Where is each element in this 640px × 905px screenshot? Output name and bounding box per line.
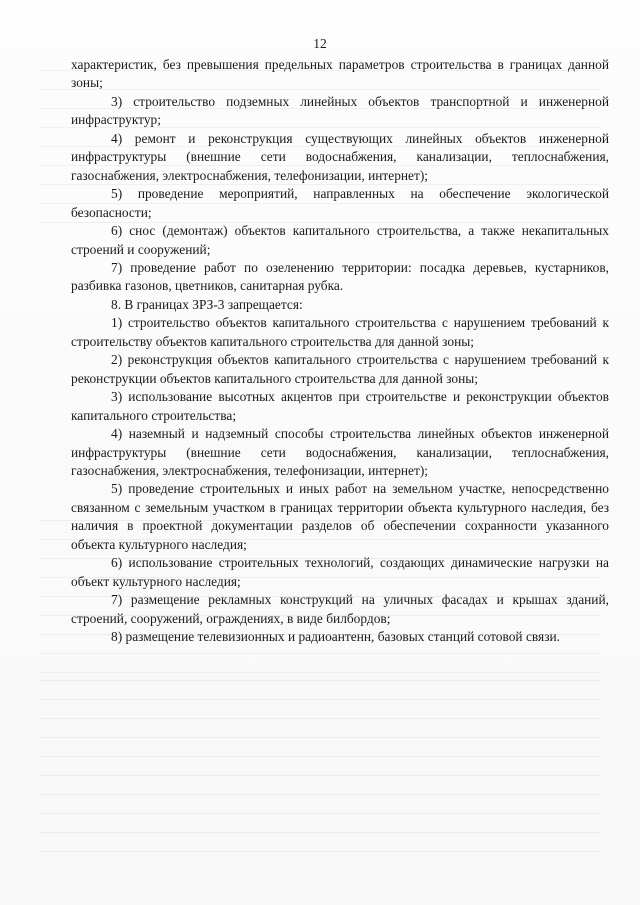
list-item: 4) наземный и надземный способы строительства линейных объектов инженерной инфраструктуры (внешние сети водоснабжения, канализации, теплоснабжения, газоснабжения, электроснабжения, телефонизации, интернет); (71, 426, 609, 478)
list-item: 7) проведение работ по озеленению территории: посадка деревьев, кустарников, разбивка газонов, цветников, санитарная рубка. (71, 259, 609, 294)
list-item: 6) снос (демонтаж) объектов капитального строительства, а также некапитальных строений и сооружений; (71, 223, 609, 257)
list-item: 2) реконструкция объектов капитального строительства с нарушением требований к реконструкции объектов капитального строительства для данной зоны; (71, 352, 609, 386)
list-item: 3) использование высотных акцентов при строительстве и реконструкции объектов капитального строительства; (71, 389, 609, 423)
list-item: 1) строительство объектов капитального строительства с нарушением требований к строительству объектов капитального строительства для данной зоны; (71, 315, 609, 349)
list-item: 7) размещение рекламных конструкций на уличных фасадах и крышах зданий, строений, сооружений, ограждениях, в виде билбордов; (71, 592, 609, 626)
list-item: 5) проведение мероприятий, направленных на обеспечение экологической безопасности; (71, 186, 609, 220)
list-item: 5) проведение строительных и иных работ на земельном участке, непосредственно связанном с земельным участком в границах территории объекта культурного наследия, без наличия в проектной документации разделов об обеспечении сохранности указанного объекта культурного наследия; (71, 481, 609, 552)
list-item: 8) размещение телевизионных и радиоантенн, базовых станций сотовой связи. (111, 629, 560, 645)
show-through-texture (40, 680, 600, 860)
list-item: 6) использование строительных технологий, создающих динамические нагрузки на объект культурного наследия; (71, 555, 609, 589)
page-number: 12 (313, 36, 327, 51)
list-item: 3) строительство подземных линейных объектов транспортной и инженерной инфраструктур; (71, 93, 609, 128)
section-heading: 8. В границах ЗРЗ-3 запрещается: (111, 296, 303, 312)
paragraph: характеристик, без превышения предельных параметров строительства в границах данной зоны; (71, 57, 609, 91)
document-body (71, 56, 609, 647)
list-item: 4) ремонт и реконструкция существующих линейных объектов инженерной инфраструктуры (внешние сети водоснабжения, канализации, теплоснабжения, газоснабжения, электроснабжения, телефонизации, интернет); (71, 130, 609, 183)
